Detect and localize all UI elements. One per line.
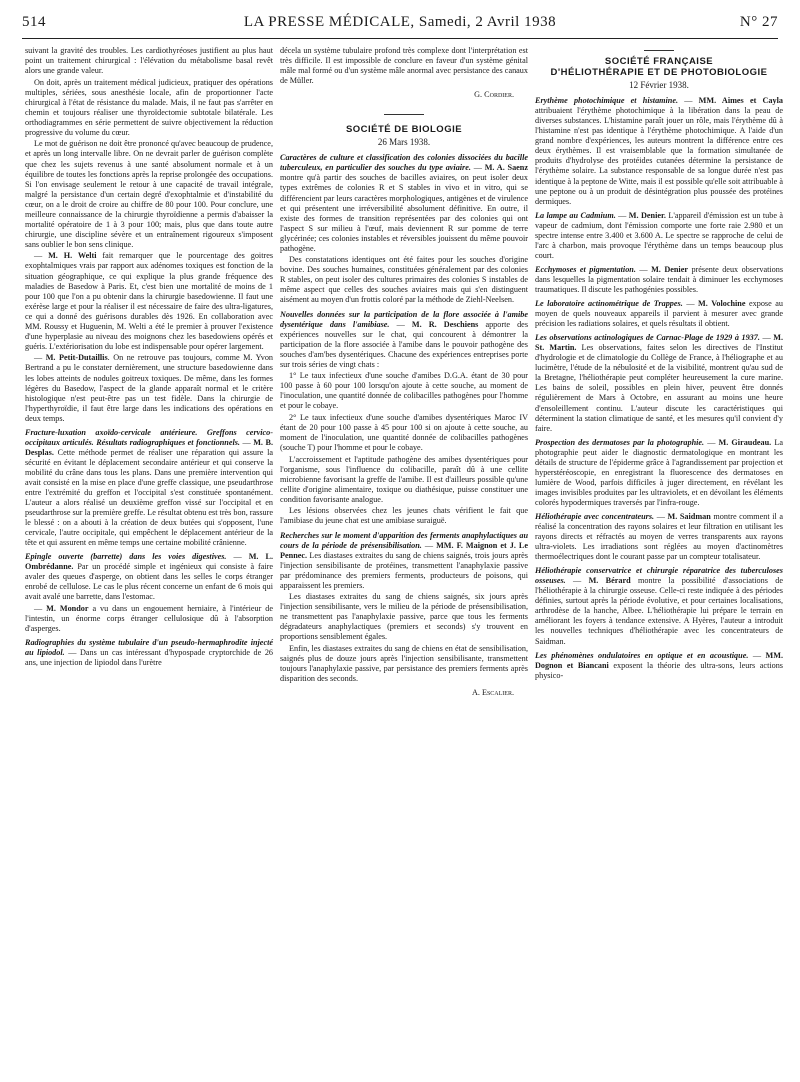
issue-number: N° 27 (739, 14, 778, 30)
communication-title: Héliothérapie avec concentrateurs. (535, 511, 655, 521)
communication-title: Prospection des dermatoses par la photographie. (535, 437, 705, 447)
column-2 (280, 46, 528, 698)
communication-title: Fracture-luxation axoïdo-cervicale antérieure. Greffons cervico-occipitaux articulés. Résultats radiographiques et fonctionnels. (25, 427, 273, 447)
author: M. Denier. (628, 210, 666, 220)
communication-title: Radiographies du système tubulaire d'un pseudo-hermaphrodite injecté au lipiodol. (25, 638, 273, 658)
author: M. Bérard (588, 576, 631, 586)
communication: Le laboratoire actinométrique de Trappes. — M. Volochine expose au moyen de quels nouveaux appareils il parvient à mesurer avec grande précision les radiations solaires, et quels résultats il obtient. (535, 299, 784, 329)
communication-title: La lampe au Cadmium. (535, 210, 616, 220)
paragraph-text: montre la possibilité d'associations de l'héliothérapie à la chirurgie osseuse. Celle-ci reste indiquée à des périodes définies, surtout après la période évolutive, et pour certaines localisations, arthrodèse de la hanche, Albee. L'héliothérapie lui prépare le terrain en améliorant les foyers à tendance extensive. A Hyères, l'auteur a introduit les nouvelles techniques d'héliothérapie avec les concentrateurs de Saidman. (535, 576, 783, 646)
speaker-name: M. Mondor (46, 604, 89, 614)
paragraph-text: Cette méthode permet de réaliser une réparation qui assure la sécurité en évitant le déplacement secondaire antérieur et qui conserve la mobilité du crâne dans tous les plans. Dans une première intervention qui avait consisté en la mise en place d'une greffe classique, une pseudarthrose entre l'extrémité du greffon et l'occipital s'est constituée spontanément. L'auteur a alors réalisé un deuxième greffon vissé sur l'occipital et en pseudarthrose sur la première greffe. Le résultat obtenu est très bon, rassure le blessé : on a abouti à la création de deux butées qui s'opposent, l'une cervicale, l'autre occipitale, qui empêchent le déplacement antérieur de la tête et qui assurent en même temps une certaine mobilité crânienne. (25, 447, 273, 548)
author: M. Saidman (667, 511, 711, 521)
section-date: 26 Mars 1938. (377, 137, 431, 148)
paragraph-text: Par un procédé simple et ingénieux qui consiste à faire avaler des queues d'asperge, on obtient dans les selles le corps étranger enrobé de cellulose. Le cas le plus récent concerne un enfant de 6 mois qui avait avalé une barrette, dans l'estomac. (25, 562, 273, 602)
communication: Héliothérapie avec concentrateurs. — M. Saidman montre comment il a réalisé la concentration des rayons solaires et leur filtration en utilisant les rayons directs et réfractés au moyen de verres transparents aux rayons ultra-violets. Les irradiations sont réglées au moyen d'actinomètres thermoélectriques dont le courant passe par un compteur totalisateur. (535, 511, 784, 562)
section-title: SOCIÉTÉ DE BIOLOGIE (345, 124, 463, 136)
author: M. Denier (651, 264, 688, 274)
section-title: SOCIÉTÉ FRANÇAISE (604, 56, 714, 67)
communication: Recherches sur le moment d'apparition des ferments anaphylactiques au cours de la période de présensibilisation. — MM. F. Maignon et J. Le Pennec. Les diastases extraites du sang de chiens saignés, trois jours après l'injection sensibilisante de protéines, transmettent l'anaphylaxie passive par prédominance des premiers ferments, producteurs de poisons, qui apparaissent les premiers. (280, 530, 528, 590)
paragraph-text: Les observations, faites selon les directives de l'Institut d'hydrologie et de climatologie du Collège de France, à l'héliographe et au lucimètre, l'étude de la nébulosité et de la visibilité, montrent qu'au sud de la Bretagne, l'héliothérapie peut compléter heureusement la cure marine. Les bains de soleil, possibles en plein hiver, peuvent être donnés régulièrement de Mars à Octobre, en assurant au moins une heure d'ensoleillement continu. L'auteur discute les caractéristiques qui déterminent la station climatique de santé, et les mesures qu'il convient d'y faire. (535, 343, 783, 433)
paragraph: suivant la gravité des troubles. Les cardiothyréoses justifient au plus haut point un traitement chirurgical : l'élévation du métabolisme basal revêt alors une grande valeur. (25, 46, 273, 76)
paragraph: décela un système tubulaire profond très complexe dont l'interprétation est très difficile. Il est impossible de conclure en faveur d'un système génital mâle mal formé ou d'un système mâle anormal avec persistance des canaux de Müller. (280, 46, 528, 86)
author: M. B. Desplas. (25, 437, 273, 457)
communication: Héliothérapie conservatrice et chirurgie réparatrice des tuberculoses osseuses. — M. Bérard montre la possibilité d'associations de l'héliothérapie à la chirurgie osseuse. Celle-ci reste indiquée à des périodes définies, surtout après la période évolutive, et pour certaines localisations, arthrodèse de la hanche, Albee. L'héliothérapie lui prépare le terrain en améliorant les foyers à tendance extensive. A Hyères, l'auteur a introduit les nouvelles techniques d'héliothérapie avec les concentrateurs de Saidman. (535, 566, 783, 646)
section-subtitle: D'HÉLIOTHÉRAPIE ET DE PHOTOBIOLOGIE (550, 67, 768, 79)
communication: Fracture-luxation axoïdo-cervicale antérieure. Greffons cervico-occipitaux articulés. Résultats radiographiques et fonctionnels. — M. B. Desplas. Cette méthode permet de réaliser une réparation qui assure la sécurité en évitant le déplacement secondaire antérieur et qui conserve la mobilité du crâne dans tous les plans. Dans une première intervention qui avait consisté en la mise en place d'une greffe classique, une pseudarthrose entre l'extrémité du greffon et l'occipital s'est constituée spontanément. L'auteur a alors réalisé un deuxième greffon vissé sur l'occipital et en pseudarthrose sur la première greffe. Le résultat obtenu est très bon, rassure le blessé : on a abouti à la création de deux butées qui s'opposent, l'une cervicale, l'autre occipitale, qui empêchent le déplacement antérieur de la tête et qui assurent en même temps une certaine mobilité crânienne. (25, 427, 273, 548)
author: MM. Aimes et Cayla (698, 96, 783, 106)
speaker-name: M. Petit-Dutaillis (45, 353, 108, 363)
paragraph: Les lésions observées chez les jeunes chats vérifient le fait que l'amibiase du jeune chat est une amibiase suraiguë. (280, 506, 528, 526)
author: MM. Dognon et Biancani (535, 650, 784, 670)
communication: La lampe au Cadmium. — M. Denier. L'appareil d'émission est un tube à vapeur de cadmium, dont l'émission comporte une forte raie 2.980 et un spectre intense entre 3.400 et 3.600 A. Le spectre se rapproche de celui de l'arc à charbon, mais provoque l'érythème dans un temps beaucoup plus court. (535, 210, 784, 260)
communication: Nouvelles données sur la participation de la flore associée à l'amibe dysentérique dans l'amibiase. — M. R. Deschiens apporte des expériences nouvelles sur le chat, qui concourent à démontrer la participation de la flore associée à l'amibe dans le pouvoir pathogène des souches d'am'bes dysentériques. Chacune des expériences entreprises porte sur trois séries de vingt chats : (280, 309, 529, 369)
speaker-name: M. H. Welti (48, 251, 97, 261)
page-header (22, 14, 778, 36)
communication-title: Les phénomènes ondulatoires en optique et en acoustique. (535, 650, 749, 660)
author: M. R. Deschiens (411, 319, 479, 329)
communication-title: Les observations actinologiques de Carnac-Plage de 1929 à 1937. (535, 333, 760, 343)
communication-title: Recherches sur le moment d'apparition des ferments anaphylactiques au cours de la période de présensibilisation. (280, 530, 528, 550)
paragraph-text: L'appareil d'émission est un tube à vapeur de cadmium, dont l'émission comporte une forte raie 2.980 et un spectre intense entre 3.400 et 3.600 A. Le spectre se rapproche de celui de l'arc à charbon, mais provoque l'érythème dans un temps beaucoup plus court. (535, 210, 784, 260)
paragraph: — M. H. Welti fait remarquer que le pourcentage des goitres exophtalmiques vrais par rapport aux adénomes toxiques est fonction de la situation géographique, ce qui explique la plus grande fréquence des maladies de Basedow à Paris. Et, c'est bien une mortalité de moins de 1 pour 100 que l'on a pu obtenir dans la chirurgie basedowienne. Il faut une exérèse large et pour la réaliser il est nécessaire de faire des ultra-ligatures, ce qui a donné des guérisons durables dès 1926. En collaboration avec MM. Roussy et Huguenin, M. Welti a été le premier à prouver l'existence d'une hyperplasie au niveau des moignons chez les basedowiens opérés et guéris. L'extériorisation du lobe est indispensable pour opérer largement. (25, 251, 274, 351)
header-rule (22, 38, 778, 39)
author: M. Giraudeau. (718, 437, 772, 447)
communication-title: Erythème photochimique et histamine. (535, 96, 679, 106)
communication-title: Nouvelles données sur la participation de la flore associée à l'amibe dysentérique dans l'amibiase. (280, 309, 528, 329)
author: M. L. Ombrédanne. (25, 552, 273, 572)
communication: Radiographies du système tubulaire d'un pseudo-hermaphrodite injecté au lipiodol. — Dans un cas intéressant d'hypospade cryptorchide de 26 ans, une injection de lipiodol dans l'urètre (25, 638, 274, 668)
author: M. Volochine (698, 299, 746, 309)
communication: Les phénomènes ondulatoires en optique et en acoustique. — MM. Dognon et Biancani exposent la théorie des ultra-sons, leurs actions physico- (535, 650, 784, 680)
paragraph-text: apporte des expériences nouvelles sur le chat, qui concourent à démontrer la participation de la flore associée à l'amibe dans le pouvoir pathogène des souches d'am'bes dysentériques. Chacune des expériences entreprises porte sur trois séries de vingt chats : (280, 319, 529, 369)
communication-title: Caractères de culture et classification des colonies dissociées du bacille tuberculeux, en particulier des souches du type aviaire. (280, 153, 528, 173)
paragraph-text: attribuaient l'érythème photochimique à la libération dans la peau de diverses substances. L'histamine paraît jouer un rôle, mais l'érythème dû à l'histamine n'est pas identique à l'érythème photochimique. A l'aide d'un grand nombre d'expériences, les auteurs montrent la différence entre ces deux érythèmes. Il est vraisemblable que la formation simultanée de produits d'hydrolyse des protéides cutanées détermine la persistance de l'érythème solaire. La substance responsable de sa longue durée n'est pas identique à la peptone de Witte, mais il est possible qu'elle soit attribuable à une peptone ou à un produit de désintégration plus poussée des protéines dermiques. (535, 106, 783, 206)
paragraph: — M. Mondor a vu dans un engouement herniaire, à l'intérieur de l'intestin, un énorme corps étranger cellulosique dû à l'absorption d'asperges. (25, 604, 274, 634)
author: MM. F. Maignon et J. Le Pennec. (280, 540, 528, 560)
paragraph: 1° Le taux infectieux d'une souche d'amibes D.G.A. étant de 30 pour 100 passe à 60 pour 100 lorsqu'on ajoute à cette souche, au moment de l'inoculation, une quantité donnée de colibacilles pathogènes pour l'homme et pour le cobaye. (280, 371, 528, 411)
signature: A. Escalier. (471, 688, 514, 698)
communication-title: Epingle ouverte (barrette) dans les voies digestives. (25, 552, 227, 562)
paragraph-text: La photographie peut aider le diagnostic dermatologique en montrant les détails de structure de l'épiderme grâce à l'agrandissement par projection et hyperstéréoscopie, en enregistrant la fluorescence des dermatoses en lumière de Wood, parfois difficiles à juger directement, en révélant les images invisibles produites par les ultraviolets, et en dévoilant les éléments colorés hypodermiques traversés par l'infra-rouge. (535, 437, 783, 507)
author: M. St. Martin. (535, 333, 784, 353)
paragraph: Des constatations identiques ont été faites pour les souches d'origine bovine. Des souches humaines, constituées généralement par des colonies R stables, on peut isoler des cultures primaires des colonies S instables de même aspect que celles des souches aviaires mais qui s'en distinguent aisément au moyen d'un frottis coloré par la méthode de Ziehl-Neelsen. (280, 255, 528, 305)
paragraph: Enfin, les diastases extraites du sang de chiens en état de sensibilisation, saignés plus de douze jours après l'injection sensibilisante, transmettent toujours l'anaphylaxie passive, par persistance des premiers ferments après disparition des seconds. (280, 644, 528, 684)
column-3 (535, 46, 783, 682)
paragraph-text: a vu dans un engouement herniaire, à l'intérieur de l'intestin, un énorme corps étranger cellulosique dû à l'absorption d'asperges. (25, 604, 274, 634)
paragraph-text: . On ne retrouve pas toujours, comme M. Yvon Bertrand a pu le constater dernièrement, une structure basedowienne dans les lobes atteints de nodules goitreux toxiques. De même, dans les formes légères du Basedow, l'aspect de la glande apparaît normal et le critère histologique n'est peut-être pas un test fidèle. Dans la chirurgie de l'hyperthyroïdie, il faut être large dans les indications des opérations en deux temps. (25, 353, 274, 423)
communication: Epingle ouverte (barrette) dans les voies digestives. — M. L. Ombrédanne. Par un procédé simple et ingénieux qui consiste à faire avaler des queues d'asperge, on obtient dans les selles le corps étranger enrobé de cellulose. Le cas le plus récent concerne un enfant de 6 mois qui avait avalé une barrette, dans l'estomac. (25, 552, 273, 602)
journal-title: LA PRESSE MÉDICALE, Samedi, 2 Avril 1938 (243, 14, 557, 30)
communication: Prospection des dermatoses par la photographie. — M. Giraudeau. La photographie peut aider le diagnostic dermatologique en montrant les détails de structure de l'épiderme grâce à l'agrandissement par projection et hyperstéréoscopie, en enregistrant la fluorescence des dermatoses en lumière de Wood, parfois difficiles à juger directement, en révélant les images invisibles produites par les ultraviolets, et en dévoilant les éléments colorés hypodermiques traversés par l'infra-rouge. (535, 437, 783, 507)
author: M. A. Saenz (484, 163, 528, 173)
communication: Les observations actinologiques de Carnac-Plage de 1929 à 1937. — M. St. Martin. Les observations, faites selon les directives de l'Institut d'hydrologie et de climatologie du Collège de France, à l'héliographe et au lucimètre, l'étude de la nébulosité et de la visibilité, montrent qu'au sud de la Bretagne, l'héliothérapie peut compléter heureusement la cure marine. Les bains de soleil, possibles en plein hiver, peuvent être donnés régulièrement de Mars à Octobre, en assurant au moins une heure d'ensoleillement continu. L'auteur discute les caractéristiques qui déterminent la station climatique de santé, et les mesures qu'il convient d'y faire. (535, 333, 784, 433)
paragraph: Le mot de guérison ne doit être prononcé qu'avec beaucoup de prudence, et après un long intervalle libre. On ne devrait parler de guérison complète que chez les sujets revenus à une santé absolument normale et à un équilibre de toutes les fonctions après la reprise prolongée des occupations. Si l'on envisage seulement le retour à une capacité de travail intégrale, malgré la persistance d'un certain degré d'exophtalmie et d'instabilité du cœur, on a le droit de croire au chiffre de 80 pour 100. Pour conclure, une meilleure connaissance de la chirurgie thyroïdienne a permis d'abaisser la mortalité opératoire de 1 à 3 pour 100; mais, plus que dans toute autre chirurgie, une discipline sévère et un entraînement rigoureux s'imposent sans oublier le bon sens clinique. (25, 139, 273, 249)
communication: Erythème photochimique et histamine. — MM. Aimes et Cayla attribuaient l'érythème photochimique à la libération dans la peau de diverses substances. L'histamine paraît jouer un rôle, mais l'érythème dû à l'histamine n'est pas identique à l'érythème photochimique. A l'aide d'un grand nombre d'expériences, les auteurs montrent la différence entre ces deux érythèmes. Il est vraisemblable que la formation simultanée de produits d'hydrolyse des protéides cutanées détermine la persistance de l'érythème solaire. La substance responsable de sa longue durée n'est pas identique à la peptone de Witte, mais il est possible qu'elle soit attribuable à une peptone ou à un produit de désintégration plus poussée des protéines dermiques. (535, 96, 783, 206)
paragraph: On doit, après un traitement médical judicieux, pratiquer des opérations multiples, sériées, sous anesthésie locale, afin de proportionner l'acte chirurgical à l'état de résistance du malade. Mais, il ne faut pas s'arrêter en chemin et toujours réaliser une thyroïdectomie subtotale bilatérale. Les orthodiagrammes en série permettent de suivre objectivement la réduction progressive du volume du cœur. (25, 77, 273, 137)
paragraph-text: Les diastases extraites du sang de chiens saignés, trois jours après l'injection sensibilisante de protéines, transmettent l'anaphylaxie passive par prédominance des premiers ferments, producteurs de poisons, qui apparaissent les premiers. (280, 550, 528, 590)
paragraph-text: montre qu'à partir des souches de bacilles aviaires, on peut isoler deux types extrêmes de colonies R et S stables in vivo et in vitro, qui se différencient par leurs caractères morphologiques, antigènes et de virulence et qui présentent une irréversibilité absolument définitive. En outre, il existe des formes de transition représentées par des colonies qui ont l'aspect S sur milieu à l'œuf, mais deviennent R sur pomme de terre glycérinée; ces colonies instables et réversibles jouissent du même pouvoir pathogène. (280, 173, 528, 253)
section-date: 12 Février 1938. (629, 80, 689, 91)
signature: G. Cordier. (474, 90, 514, 100)
paragraph: L'accroissement et l'aptitude pathogène des amibes dysentériques pour l'organisme, sous l'influence du colibacille, paraît dû à une cellite microbienne favorisant la greffe de l'amibe. Il est d'ailleurs possible qu'une cellite d'origine alimentaire, toxique ou diathésique, puisse constituer une condition favorisante analogue. (280, 454, 528, 504)
paragraph: Les diastases extraites du sang de chiens saignés, six jours après l'injection sensibilisante, vers le milieu de la période de présensibilisation, ne transmettent pas l'anaphylaxie passive, parce que tous les ferments dégradateurs anaphylactiques (premiers et seconds) s'y trouvent en proportions sensiblement égales. (280, 592, 528, 642)
paragraph-text: expose au moyen de quels nouveaux appareils il parvient à mesurer avec grande précision les radiations solaires, et quels résultats il obtient. (535, 299, 784, 329)
communication: Ecchymoses et pigmentation. — M. Denier présente deux observations dans lesquelles la pigmentation solaire tendait à diminuer les ecchymoses traumatiques. Il discute les pathogénies possibles. (535, 264, 783, 294)
communication-title: Héliothérapie conservatrice et chirurgie réparatrice des tuberculoses osseuses. (535, 566, 783, 586)
paragraph-text: Dans un cas intéressant d'hypospade cryptorchide de 26 ans, une injection de lipiodol dans l'urètre (25, 648, 274, 668)
column-1 (25, 46, 273, 670)
communication: Caractères de culture et classification des colonies dissociées du bacille tuberculeux, en particulier des souches du type aviaire. — M. A. Saenz montre qu'à partir des souches de bacilles aviaires, on peut isoler deux types extrêmes de colonies R et S stables in vivo et in vitro, qui se différencient par leurs caractères morphologiques, antigènes et de virulence et qui présentent une irréversibilité absolument définitive. En outre, il existe des formes de transition représentées par des colonies qui ont l'aspect S sur milieu à l'œuf, mais deviennent R sur pomme de terre glycérinée; ces colonies instables et réversibles jouissent du même pouvoir pathogène. (280, 153, 528, 253)
paragraph-text: exposent la théorie des ultra-sons, leurs actions physico- (535, 660, 783, 680)
section-divider (384, 114, 424, 115)
section-divider (644, 50, 674, 51)
communication-title: Le laboratoire actinométrique de Trappes. (535, 299, 683, 309)
communication-title: Ecchymoses et pigmentation. (535, 264, 636, 274)
paragraph: — M. Petit-Dutaillis. On ne retrouve pas toujours, comme M. Yvon Bertrand a pu le constater dernièrement, une structure basedowienne dans les lobes atteints de nodules goitreux toxiques. De même, dans les formes légères du Basedow, l'aspect de la glande apparaît normal et le critère histologique n'est peut-être pas un test fidèle. Dans la chirurgie de l'hyperthyroïdie, il faut être large dans les indications des opérations en deux temps. (25, 353, 274, 423)
paragraph-text: fait remarquer que le pourcentage des goitres exophtalmiques vrais par rapport aux adénomes toxiques est fonction de la situation géographique, ce qui explique la plus grande fréquence des maladies de Basedow à Paris. Et, c'est bien une mortalité de moins de 1 pour 100 que l'on a pu obtenir dans la chirurgie basedowienne. Il faut une exérèse large et pour la réaliser il est nécessaire de faire des ultra-ligatures, ce qui a donné des guérisons durables dès 1926. En collaboration avec MM. Roussy et Huguenin, M. Welti a été le premier à prouver l'existence d'une hyperplasie au niveau des moignons chez les basedowiens opérés et guéris. L'extériorisation du lobe est indispensable pour opérer largement. (25, 251, 274, 351)
paragraph: 2° Le taux infectieux d'une souche d'amibes dysentériques Maroc IV étant de 20 pour 100 passe à 45 pour 100 si on ajoute à cette souche, au moment de l'inoculation, une quantité donnée de colibacilles pathogènes (souche T) pour l'homme et pour le cobaye. (280, 413, 528, 453)
paragraph-text: montre comment il a réalisé la concentration des rayons solaires et leur filtration en utilisant les rayons directs et réfractés au moyen de verres transparents aux rayons ultra-violets. Les irradiations sont réglées au moyen d'actinomètres thermoélectriques dont le courant passe par un compteur totalisateur. (535, 511, 784, 562)
paragraph-text: présente deux observations dans lesquelles la pigmentation solaire tendait à diminuer les ecchymoses traumatiques. Il discute les pathogénies possibles. (535, 264, 783, 294)
page-number: 514 (22, 14, 46, 30)
